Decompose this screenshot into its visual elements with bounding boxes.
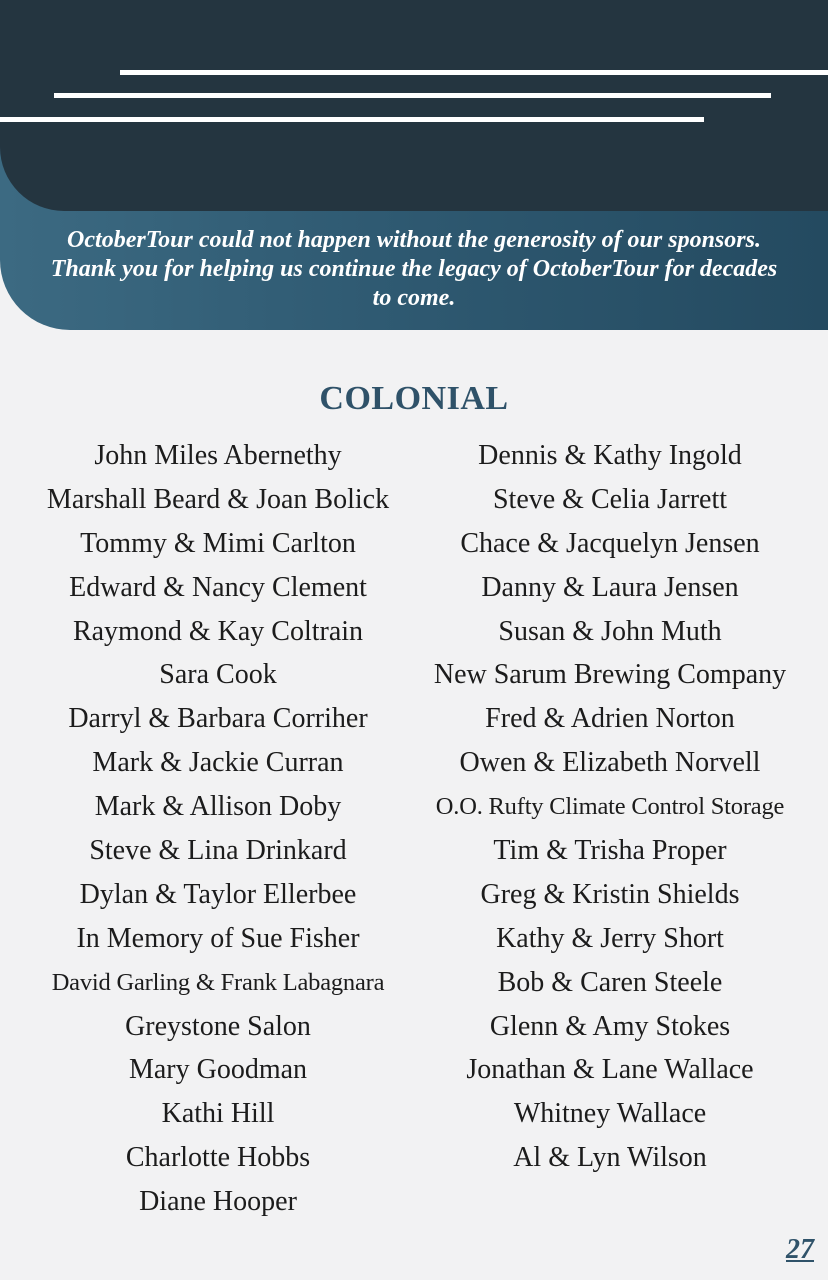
- sponsor-name: Fred & Adrien Norton: [485, 703, 735, 735]
- sponsor-name: Marshall Beard & Joan Bolick: [46, 483, 390, 515]
- sponsor-list-left: [8, 434, 428, 1224]
- sponsor-list-right: [400, 434, 820, 1180]
- sponsor-name: Kathy & Jerry Short: [496, 922, 724, 954]
- page-number: 27: [786, 1234, 814, 1265]
- sponsor-name: Steve & Celia Jarrett: [492, 483, 728, 515]
- sponsor-name: Tim & Trisha Proper: [493, 835, 727, 867]
- sponsor-name: Jonathan & Lane Wallace: [466, 1054, 754, 1086]
- sponsor-name: Danny & Laura Jensen: [481, 571, 739, 603]
- sponsor-name: Owen & Elizabeth Norvell: [459, 747, 761, 779]
- sponsor-name: Charlotte Hobbs: [125, 1142, 311, 1174]
- sponsor-name: Greg & Kristin Shields: [480, 878, 740, 910]
- sponsor-name: Sara Cook: [159, 659, 277, 691]
- sponsor-name: Raymond & Kay Coltrain: [72, 615, 364, 647]
- sponsor-name: Mark & Jackie Curran: [92, 747, 344, 779]
- intro-text: OctoberTour could not happen without the generosity of our sponsors. Thank you for helping us continue the legacy of OctoberTour for decades to come.: [50, 227, 778, 311]
- sponsor-name: Mark & Allison Doby: [94, 791, 342, 823]
- decorative-stripe: [120, 70, 828, 75]
- decorative-stripe: [0, 117, 704, 122]
- sponsor-name: Dennis & Kathy Ingold: [478, 440, 742, 471]
- sponsor-name: Mary Goodman: [128, 1054, 308, 1086]
- sponsor-name: New Sarum Brewing Company: [433, 659, 787, 691]
- sponsor-name: Susan & John Muth: [498, 615, 722, 647]
- decorative-stripe: [54, 93, 771, 98]
- section-title: COLONIAL: [319, 380, 509, 417]
- sponsor-name: Dylan & Taylor Ellerbee: [79, 878, 357, 910]
- sponsor-name: Steve & Lina Drinkard: [89, 835, 347, 867]
- sponsor-name: John Miles Abernethy: [94, 440, 342, 471]
- sponsor-name: Al & Lyn Wilson: [513, 1142, 707, 1174]
- sponsor-name: Chace & Jacquelyn Jensen: [460, 527, 760, 559]
- sponsor-name: Tommy & Mimi Carlton: [80, 527, 356, 559]
- sponsor-name: David Garling & Frank Labagnara: [51, 968, 385, 996]
- sponsor-name: Greystone Salon: [125, 1010, 311, 1042]
- sponsor-name: Kathi Hill: [161, 1098, 275, 1130]
- sponsor-name: Darryl & Barbara Corriher: [68, 703, 368, 735]
- sponsor-name: Diane Hooper: [139, 1186, 297, 1218]
- sponsor-name: Whitney Wallace: [513, 1098, 707, 1130]
- sponsor-name: Edward & Nancy Clement: [69, 571, 367, 603]
- sponsor-name: Bob & Caren Steele: [497, 966, 723, 998]
- header-banner: [0, 0, 828, 330]
- header-dark-band: [0, 0, 828, 211]
- sponsor-name: In Memory of Sue Fisher: [76, 922, 360, 954]
- sponsor-name: O.O. Rufty Climate Control Storage: [435, 793, 785, 821]
- sponsor-name: Glenn & Amy Stokes: [489, 1010, 731, 1042]
